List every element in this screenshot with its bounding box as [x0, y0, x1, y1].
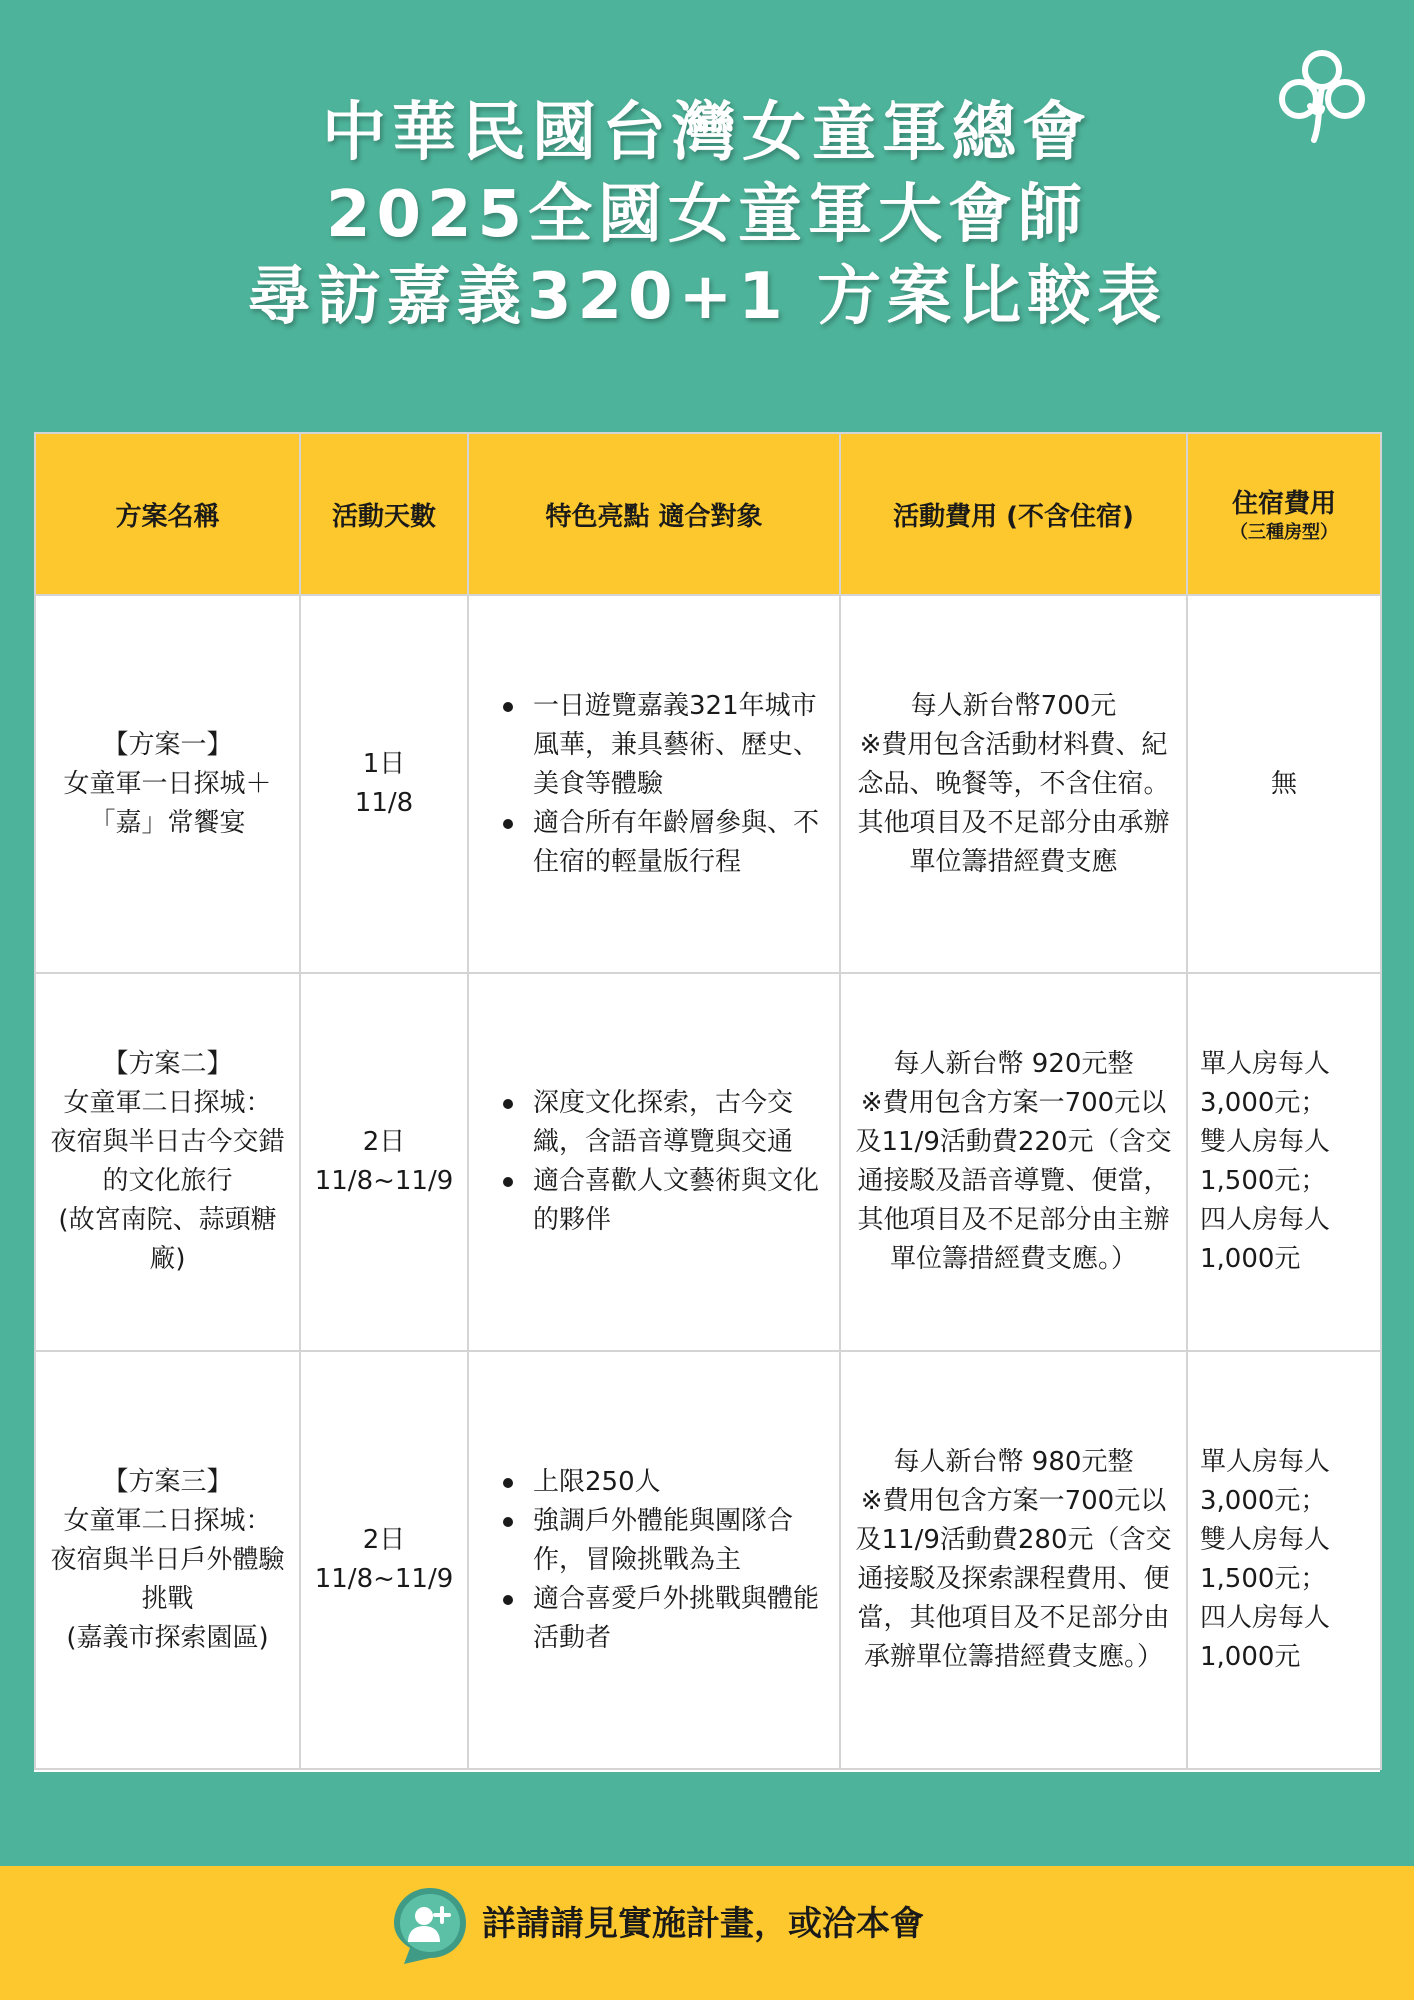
footer-banner [0, 1866, 1414, 2000]
title-line-2: 2025全國女童軍大會師 [325, 178, 1089, 252]
lodging-fee-cell: 無 [1187, 595, 1381, 973]
feature-item: 強調戶外體能與團隊合作，冒險挑戰為主 [533, 1502, 825, 1580]
table-row [35, 1351, 1381, 1769]
feature-item: 深度文化探索，古今交織，含語音導覽與交通 [533, 1084, 825, 1162]
feature-item: 上限250人 [533, 1463, 825, 1502]
activity-fee-cell: 每人新台幣 920元整 ※費用包含方案一700元以及11/9活動費220元（含交通接駁及語音導覽、便當，其他項目及不足部分由主辦單位籌措經費支應。） [840, 973, 1187, 1351]
plan-name-cell: 【方案三】 女童軍二日探城： 夜宿與半日戶外體驗挑戰 (嘉義市探索園區) [35, 1351, 300, 1769]
days-cell: 2日 11/8~11/9 [300, 1351, 468, 1769]
column-header-lodging-sub: （三種房型） [1230, 521, 1338, 543]
column-header-activity-fee: 活動費用 (不含住宿) [840, 433, 1187, 595]
feature-item: 一日遊覽嘉義321年城市風華，兼具藝術、歷史、美食等體驗 [533, 687, 825, 804]
features-list [491, 687, 825, 882]
feature-item: 適合喜愛戶外挑戰與體能活動者 [533, 1580, 825, 1658]
table-row [35, 973, 1381, 1351]
table-row [35, 595, 1381, 973]
table-header-row [35, 433, 1381, 595]
features-list [491, 1463, 825, 1658]
features-cell [468, 1351, 840, 1769]
footer-contact-text: 詳請請見實施計畫，或洽本會 [482, 1904, 924, 1944]
lodging-fee-cell: 單人房每人3,000元； 雙人房每人1,500元； 四人房每人1,000元 [1187, 1351, 1381, 1769]
days-cell: 2日 11/8~11/9 [300, 973, 468, 1351]
column-header-plan-name: 方案名稱 [35, 433, 300, 595]
title-line-3: 尋訪嘉義320+1 方案比較表 [246, 260, 1168, 334]
features-cell [468, 973, 840, 1351]
lodging-fee-cell: 單人房每人3,000元； 雙人房每人1,500元； 四人房每人1,000元 [1187, 973, 1381, 1351]
features-cell [468, 595, 840, 973]
add-contact-chat-icon[interactable] [390, 1884, 470, 1968]
column-header-features: 特色亮點 適合對象 [468, 433, 840, 595]
feature-item: 適合喜歡人文藝術與文化的夥伴 [533, 1162, 825, 1240]
plan-name-cell: 【方案二】 女童軍二日探城： 夜宿與半日古今交錯的文化旅行 (故宮南院、蒜頭糖廠) [35, 973, 300, 1351]
plan-name-cell: 【方案一】 女童軍一日探城＋ 「嘉」常饗宴 [35, 595, 300, 973]
activity-fee-cell: 每人新台幣700元 ※費用包含活動材料費、紀念品、晚餐等，不含住宿。其他項目及不足部分由承辦單位籌措經費支應 [840, 595, 1187, 973]
activity-fee-cell: 每人新台幣 980元整 ※費用包含方案一700元以及11/9活動費280元（含交通接駁及探索課程費用、便當，其他項目及不足部分由承辦單位籌措經費支應。） [840, 1351, 1187, 1769]
days-cell: 1日 11/8 [300, 595, 468, 973]
title-line-1: 中華民國台灣女童軍總會 [322, 96, 1092, 170]
feature-item: 適合所有年齡層參與、不住宿的輕量版行程 [533, 804, 825, 882]
column-header-lodging-fee: 住宿費用 （三種房型） [1187, 433, 1381, 595]
comparison-table [34, 432, 1380, 1772]
page-title [0, 92, 1414, 338]
features-list [491, 1084, 825, 1240]
column-header-days: 活動天數 [300, 433, 468, 595]
